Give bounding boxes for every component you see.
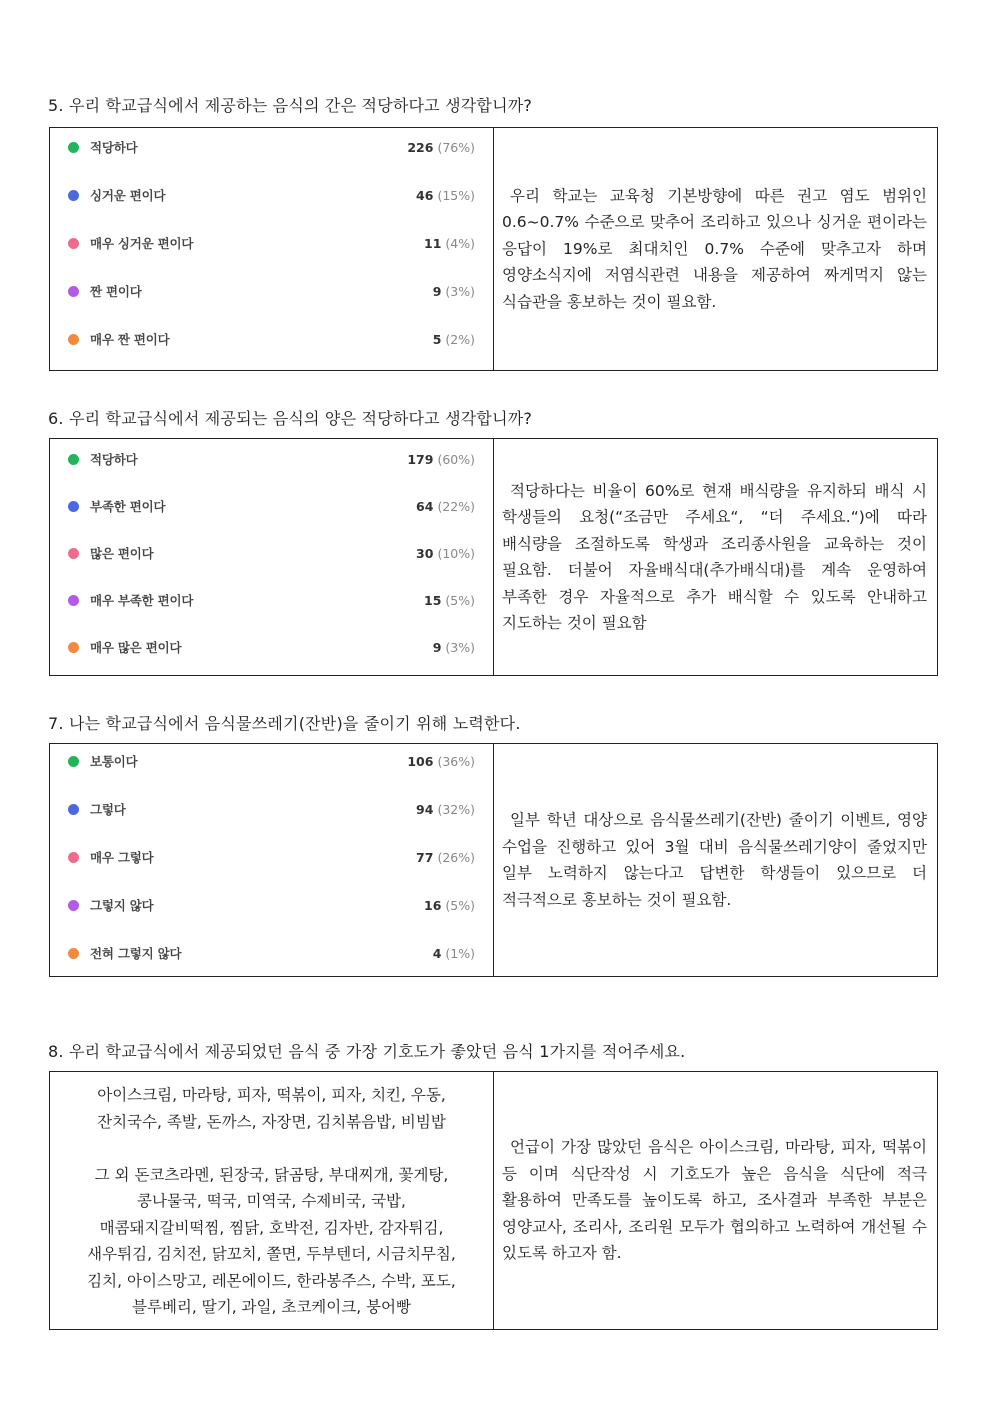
q5-results (50, 128, 494, 370)
food-line: 그 외 돈코츠라멘, 된장국, 닭곰탕, 부대찌개, 꽃게탕, (94, 1165, 449, 1184)
blue-dot-icon (68, 501, 79, 512)
q5-option (68, 137, 475, 157)
option-label: 전혀 그렇지 않다 (90, 946, 182, 961)
green-dot-icon (68, 454, 79, 465)
q7-option (68, 943, 475, 963)
q7-table (49, 743, 938, 977)
q7-comment: 일부 학년 대상으로 음식물쓰레기(잔반) 줄이기 이벤트, 영양 수업을 진행하고 있어 3월 대비 음식물쓰레기양이 줄었지만 일부 노력하지 않는다고 답변한 학생들이 있으므로 더 적극적으로 홍보하는 것이 필요함. (502, 811, 927, 909)
option-percent: (36%) (437, 753, 475, 769)
option-percent: (1%) (445, 945, 475, 961)
option-percent: (22%) (437, 498, 475, 514)
q8-analysis (494, 1072, 937, 1329)
option-label: 매우 부족한 편이다 (90, 593, 194, 608)
orange-dot-icon (68, 948, 79, 959)
q7-results (50, 744, 494, 976)
option-count: 4 (432, 945, 442, 961)
blue-dot-icon (68, 804, 79, 815)
option-count: 106 (407, 753, 434, 769)
q6-option (68, 543, 475, 563)
food-line: 콩나물국, 떡국, 미역국, 수제비국, 국밥, (137, 1192, 406, 1210)
option-label: 싱거운 편이다 (90, 188, 166, 203)
food-line: 새우튀김, 김치전, 닭꼬치, 쫄면, 두부텐더, 시금치무침, (87, 1245, 456, 1263)
purple-dot-icon (68, 595, 79, 606)
option-count: 9 (432, 639, 442, 655)
q5-analysis (494, 128, 937, 370)
option-label: 적당하다 (90, 140, 138, 155)
option-label: 매우 짠 편이다 (90, 332, 170, 347)
food-line: 잔치국수, 족발, 돈까스, 자장면, 김치볶음밥, 비빔밥 (97, 1112, 446, 1131)
option-label: 짠 편이다 (90, 284, 142, 299)
q7-analysis (494, 744, 937, 976)
option-percent: (2%) (445, 331, 475, 347)
orange-dot-icon (68, 334, 79, 345)
option-percent: (10%) (437, 545, 475, 561)
pink-dot-icon (68, 852, 79, 863)
option-count: 5 (432, 331, 442, 347)
option-percent: (3%) (445, 283, 475, 299)
option-label: 매우 싱거운 편이다 (90, 236, 194, 251)
option-count: 15 (424, 592, 442, 608)
q6-comment: 적당하다는 비율이 60%로 현재 배식량을 유지하되 배식 시 학생들의 요청(“조금만 주세요“, “더 주세요.“)에 따라 배식량을 조절하도록 학생과 조리종사원을 교육하는 것이 필요함. 더불어 자율배식대(추가배식대)를 계속 운영하여 부족한 경우 자율적으로 추가 배식할 수 있도록 안내하고 지도하는 것이 필요함 (502, 481, 927, 632)
q5-title: 5. 우리 학교급식에서 제공하는 음식의 간은 적당하다고 생각합니까? (48, 96, 533, 115)
q5-option (68, 233, 475, 253)
option-percent: (5%) (445, 897, 475, 913)
option-percent: (76%) (437, 139, 475, 155)
q6-option (68, 637, 475, 657)
orange-dot-icon (68, 642, 79, 653)
option-count: 9 (432, 283, 442, 299)
option-count: 64 (416, 498, 434, 514)
q5-comment: 우리 학교는 교육청 기본방향에 따른 권고 염도 범위인 0.6~0.7% 수준으로 맞추어 조리하고 있으나 싱거운 편이라는 응답이 19%로 최대치인 0.7% 수준에 맞추고자 하며 영양소식지에 저염식관련 내용을 제공하여 짜게먹지 않는 식습관을 홍보하는 것이 필요함. (502, 186, 927, 311)
q5-option (68, 185, 475, 205)
q8-foods-cell (50, 1072, 494, 1329)
option-label: 적당하다 (90, 452, 138, 467)
food-line: 아이스크림, 마라탕, 피자, 떡볶이, 피자, 치킨, 우동, (97, 1086, 446, 1104)
option-label: 매우 그렇다 (90, 850, 154, 865)
q6-analysis (494, 439, 937, 675)
option-label: 보통이다 (90, 754, 138, 769)
option-count: 179 (407, 451, 434, 467)
option-percent: (5%) (445, 592, 475, 608)
q8-comment: 언급이 가장 많았던 음식은 아이스크림, 마라탕, 피자, 떡볶이 등 이며 식단작성 시 기호도가 높은 음식을 식단에 적극 활용하여 만족도를 높이도록 하고, 조사결과 부족한 부분은 영양교사, 조리사, 조리원 모두가 협의하고 노력하여 개선될 수 있도록 하고자 함. (502, 1138, 927, 1263)
option-count: 16 (424, 897, 442, 913)
pink-dot-icon (68, 238, 79, 249)
option-percent: (60%) (437, 451, 475, 467)
option-label: 많은 편이다 (90, 546, 154, 561)
q8-title: 8. 우리 학교급식에서 제공되었던 음식 중 가장 기호도가 좋았던 음식 1가지를 적어주세요. (48, 1042, 686, 1061)
q7-option (68, 847, 475, 867)
option-count: 11 (424, 235, 442, 251)
q5-option (68, 281, 475, 301)
blue-dot-icon (68, 190, 79, 201)
q7-option (68, 799, 475, 819)
purple-dot-icon (68, 900, 79, 911)
option-count: 226 (407, 139, 434, 155)
green-dot-icon (68, 142, 79, 153)
q6-option (68, 590, 475, 610)
q7-option (68, 895, 475, 915)
option-label: 그렇지 않다 (90, 898, 154, 913)
option-percent: (26%) (437, 849, 475, 865)
option-count: 30 (416, 545, 434, 561)
option-percent: (4%) (445, 235, 475, 251)
option-percent: (32%) (437, 801, 475, 817)
option-percent: (3%) (445, 639, 475, 655)
green-dot-icon (68, 756, 79, 767)
option-count: 77 (416, 849, 434, 865)
purple-dot-icon (68, 286, 79, 297)
q6-option (68, 496, 475, 516)
q5-table (49, 127, 938, 371)
food-line: 김치, 아이스망고, 레몬에이드, 한라봉주스, 수박, 포도, (87, 1271, 456, 1290)
food-line: 매콤돼지갈비떡찜, 찜닭, 호박전, 김자반, 감자튀김, (99, 1218, 444, 1237)
option-label: 그렇다 (90, 802, 126, 817)
option-count: 46 (416, 187, 434, 203)
q6-table (49, 438, 938, 676)
option-count: 94 (416, 801, 434, 817)
q6-option (68, 449, 475, 469)
q7-option (68, 751, 475, 771)
q6-results (50, 439, 494, 675)
food-line: 블루베리, 딸기, 과일, 초코케이크, 붕어빵 (132, 1298, 411, 1316)
option-percent: (15%) (437, 187, 475, 203)
q5-option (68, 329, 475, 349)
q7-title: 7. 나는 학교급식에서 음식물쓰레기(잔반)을 줄이기 위해 노력한다. (48, 714, 521, 733)
q8-foods (50, 1072, 493, 1331)
q6-title: 6. 우리 학교급식에서 제공되는 음식의 양은 적당하다고 생각합니까? (48, 409, 533, 428)
option-label: 매우 많은 편이다 (90, 640, 182, 655)
pink-dot-icon (68, 548, 79, 559)
option-label: 부족한 편이다 (90, 499, 166, 514)
q8-table (49, 1071, 938, 1330)
